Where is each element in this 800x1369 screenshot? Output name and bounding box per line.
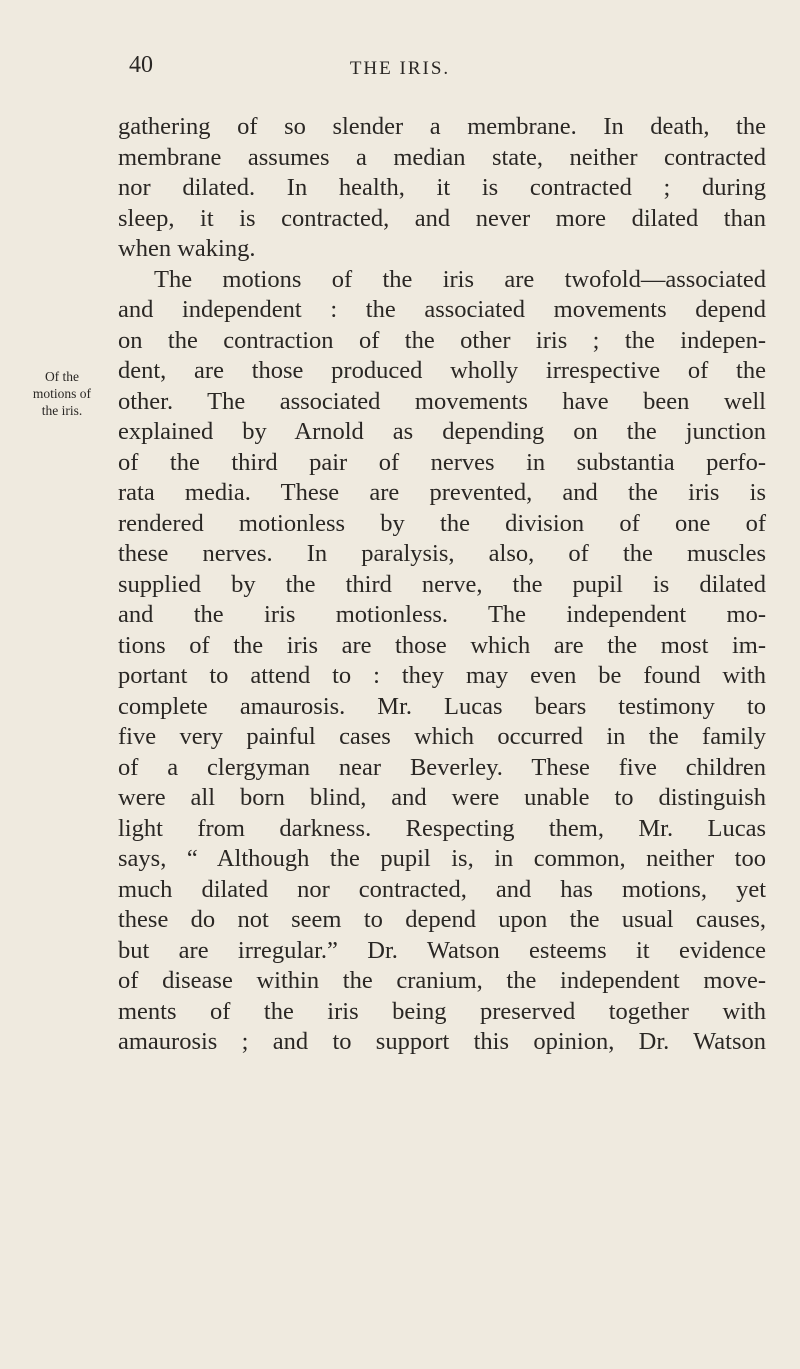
margin-note-line: Of the: [44, 369, 80, 384]
text-line: light from darkness. Respecting them, Mr. Lucas: [118, 814, 766, 842]
text-line: The motions of the iris are twofold—associated: [154, 265, 766, 293]
text-line: sleep, it is contracted, and never more dilated than: [118, 204, 766, 232]
text-line: tions of the iris are those which are the most im-: [118, 631, 766, 659]
text-line: and independent : the associated movements depend: [118, 296, 766, 323]
text-line: much dilated nor contracted, and has motions, yet: [118, 875, 766, 903]
text-line: five very painful cases which occurred in the family: [118, 723, 766, 750]
text-line: complete amaurosis. Mr. Lucas bears testimony to: [118, 692, 766, 720]
text-line: but are irregular.” Dr. Watson esteems it evidence: [118, 936, 766, 964]
text-line: ments of the iris being preserved together with: [118, 997, 766, 1025]
text-line: when waking.: [118, 235, 256, 262]
text-line: of disease within the cranium, the independent move-: [118, 967, 766, 994]
text-line: rata media. These are prevented, and the iris is: [118, 479, 766, 506]
text-line: rendered motionless by the division of one of: [118, 509, 766, 537]
text-line: of the third pair of nerves in substantia perfo-: [118, 448, 766, 476]
text-line: portant to attend to : they may even be found with: [118, 662, 766, 689]
text-line: amaurosis ; and to support this opinion, Dr. Watson: [118, 1028, 766, 1055]
text-line: nor dilated. In health, it is contracted ; during: [118, 174, 766, 201]
text-line: membrane assumes a median state, neither contracted: [118, 143, 766, 171]
text-line: says, “ Although the pupil is, in common, neither too: [118, 845, 766, 872]
text-line: of a clergyman near Beverley. These five children: [118, 753, 766, 781]
text-line: supplied by the third nerve, the pupil is dilated: [118, 570, 766, 598]
text-line: these nerves. In paralysis, also, of the muscles: [118, 540, 766, 567]
text-line: were all born blind, and were unable to distinguish: [118, 784, 766, 811]
running-head: THE IRIS.: [349, 58, 451, 79]
text-line: and the iris motionless. The independent mo-: [118, 601, 766, 628]
body-text: [118, 112, 766, 1058]
text-line: gathering of so slender a membrane. In death, the: [118, 113, 766, 140]
margin-note: [22, 368, 102, 419]
page-number: 40: [129, 52, 153, 78]
margin-note-line: motions of: [32, 386, 92, 401]
margin-note-line: the iris.: [41, 403, 83, 418]
text-line: on the contraction of the other iris ; the indepen-: [118, 326, 766, 354]
text-line: explained by Arnold as depending on the junction: [118, 418, 766, 445]
text-line: these do not seem to depend upon the usual causes,: [118, 906, 766, 933]
text-line: other. The associated movements have been well: [118, 387, 766, 415]
text-line: dent, are those produced wholly irrespective of the: [118, 357, 766, 384]
